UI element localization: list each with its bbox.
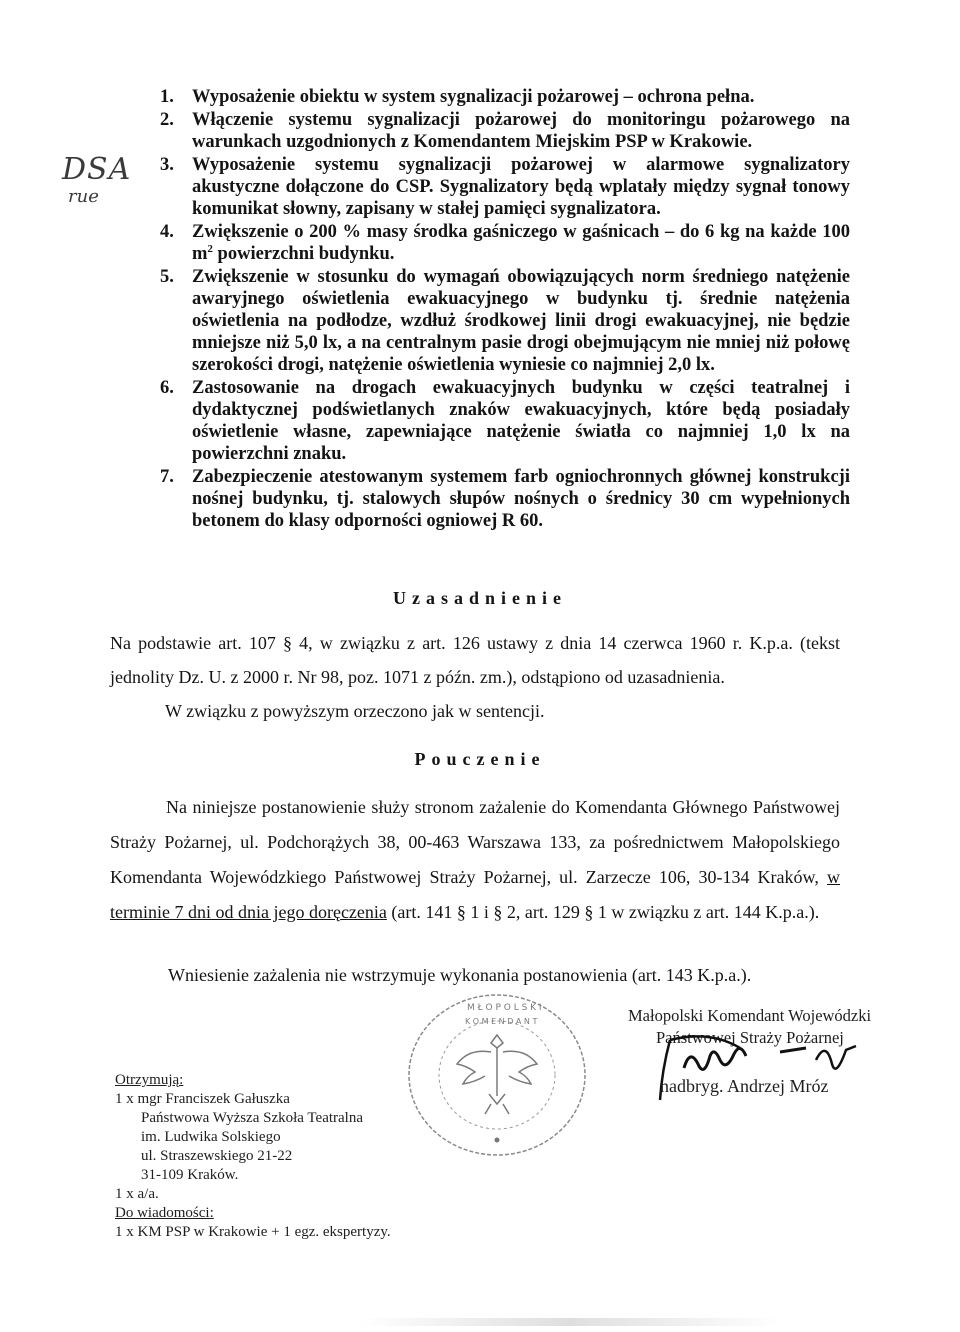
item-text: Wyposażenie systemu sygnalizacji pożarowej w alarmowe sygnalizatory akustyczne dołączone do CSP. Sygnalizatory będą wplatały między sygnał tonowy komunikat słowny, zapisany w stałej pamięci sygnalizatora. <box>192 155 850 219</box>
list-item <box>160 154 850 220</box>
item-text: Włączenie systemu sygnalizacji pożarowej do monitoringu pożarowego na warunkach uzgodnionych z Komendantem Miejskim PSP w Krakowie. <box>192 110 850 152</box>
svg-text:K O M E N D A N T: K O M E N D A N T <box>465 1017 538 1026</box>
item-number: 5. <box>160 267 174 287</box>
recipient-line: 31-109 Kraków. <box>141 1167 239 1183</box>
item-number: 2. <box>160 110 174 130</box>
official-seal-stamp <box>405 990 590 1160</box>
signature-role-line1: Małopolski Komendant Wojewódzki <box>628 1006 872 1025</box>
item-text <box>192 221 850 265</box>
scan-artifact <box>360 1318 780 1326</box>
uzasadnienie-paragraph: Na podstawie art. 107 § 4, w związku z art. 126 ustawy z dnia 14 czerwca 1960 r. K.p.a. (tekst jednolity Dz. U. z 2000 r. Nr 98, poz. 1071 z późn. zm.), odstąpiono od uzasadnienia. <box>110 633 840 687</box>
recipient-line: ul. Straszewskiego 21-22 <box>141 1148 293 1164</box>
section-title-uzasadnienie: Uzasadnienie <box>392 588 567 608</box>
cc-line: 1 x KM PSP w Krakowie + 1 egz. ekspertyzy. <box>115 1224 391 1240</box>
item-text-part: Zwiększenie o 200 % masy środka gaśniczego w gaśnicach – do 6 kg na każde 100 m <box>192 222 850 264</box>
signatory-name: nadbryg. Andrzej Mróz <box>660 1076 829 1096</box>
section-title-pouczenie: Pouczenie <box>414 749 546 769</box>
recipient-line: Państwowa Wyższa Szkoła Teatralna <box>141 1110 364 1126</box>
pouczenie-text: Na niniejsze postanowienie służy stronom zażalenie do Komendanta Głównego Państwowej Straży Pożarnej, ul. Podchorążych 38, 00-463 Warszawa 133, za pośrednictwem Małopolskiego Komendanta Wojewódzkiego Państwowej Straży Pożarnej, ul. Zarzecze 106, 30-134 Kraków, <box>110 797 840 887</box>
item-text: Zastosowanie na drogach ewakuacyjnych budynku w części teatralnej i dydaktycznej podświetlanych znaków ewakuacyjnych, które będą posiadały oświetlenie własne, zapewniające natężenie światła co najmniej 1,0 lx na powierzchni znaku. <box>192 378 850 464</box>
list-item <box>160 266 850 376</box>
handwritten-note-line1: DSA <box>62 152 132 187</box>
eagle-emblem-icon <box>457 1035 537 1114</box>
requirements-list <box>160 86 850 533</box>
list-item <box>160 221 850 265</box>
item-number: 4. <box>160 222 174 242</box>
recipients-block <box>115 1071 391 1242</box>
signature-role-line2: Państwowej Straży Pożarnej <box>656 1028 844 1047</box>
recipient-line: 1 x mgr Franciszek Gałuszka <box>115 1091 290 1107</box>
recipient-line: 1 x a/a. <box>115 1186 159 1202</box>
recipient-line: im. Ludwika Solskiego <box>141 1129 281 1145</box>
item-text: Zwiększenie w stosunku do wymagań obowiązujących norm średniego natężenie awaryjnego oświetlenia ewakuacyjnego w budynku tj. średnie natężenia oświetlenia na podłodze, wzdłuż środkowej linii drogi ewakuacyjnej, nie będzie mniejsze niż 5,0 lx, a na centralnym pasie drogi obejmującym nie mniej niż połowę szerokości drogi, natężenie oświetlenia wyniesie co najmniej 2,0 lx. <box>192 267 850 375</box>
handwritten-note <box>62 154 131 207</box>
svg-text:M Ł O P O L S K I: M Ł O P O L S K I <box>467 1003 542 1013</box>
item-text-part: powierzchni budynku. <box>212 244 395 264</box>
list-item <box>160 377 850 465</box>
pouczenie-note: Wniesienie zażalenia nie wstrzymuje wykonania postanowienia (art. 143 K.p.a.). <box>168 965 752 985</box>
uzasadnienie-conclusion: W związku z powyższym orzeczono jak w sentencji. <box>165 701 545 721</box>
superscript: 2 <box>207 242 213 255</box>
item-text: Zabezpieczenie atestowanym systemem farb ogniochronnych głównej konstrukcji nośnej budynku, tj. stalowych słupów nośnych o średnicy 30 cm wypełnionych betonem do klasy odporności ogniowej R 60. <box>192 467 850 531</box>
pouczenie-text-end: (art. 141 § 1 i § 2, art. 129 § 1 w związku z art. 144 K.p.a.). <box>386 902 820 922</box>
item-number: 3. <box>160 155 174 175</box>
recipients-heading: Otrzymują: <box>115 1072 184 1088</box>
item-number: 1. <box>160 87 174 107</box>
list-item <box>160 86 850 108</box>
cc-heading: Do wiadomości: <box>115 1205 214 1221</box>
item-number: 7. <box>160 467 174 487</box>
handwritten-note-line2: rue <box>68 186 99 207</box>
deadline-underlined: w terminie 7 dni od dnia jego doręczenia <box>110 867 840 922</box>
pouczenie-paragraph <box>110 790 840 930</box>
item-number: 6. <box>160 378 174 398</box>
item-text: Wyposażenie obiektu w system sygnalizacji pożarowej – ochrona pełna. <box>192 87 755 107</box>
list-item <box>160 109 850 153</box>
list-item <box>160 466 850 532</box>
